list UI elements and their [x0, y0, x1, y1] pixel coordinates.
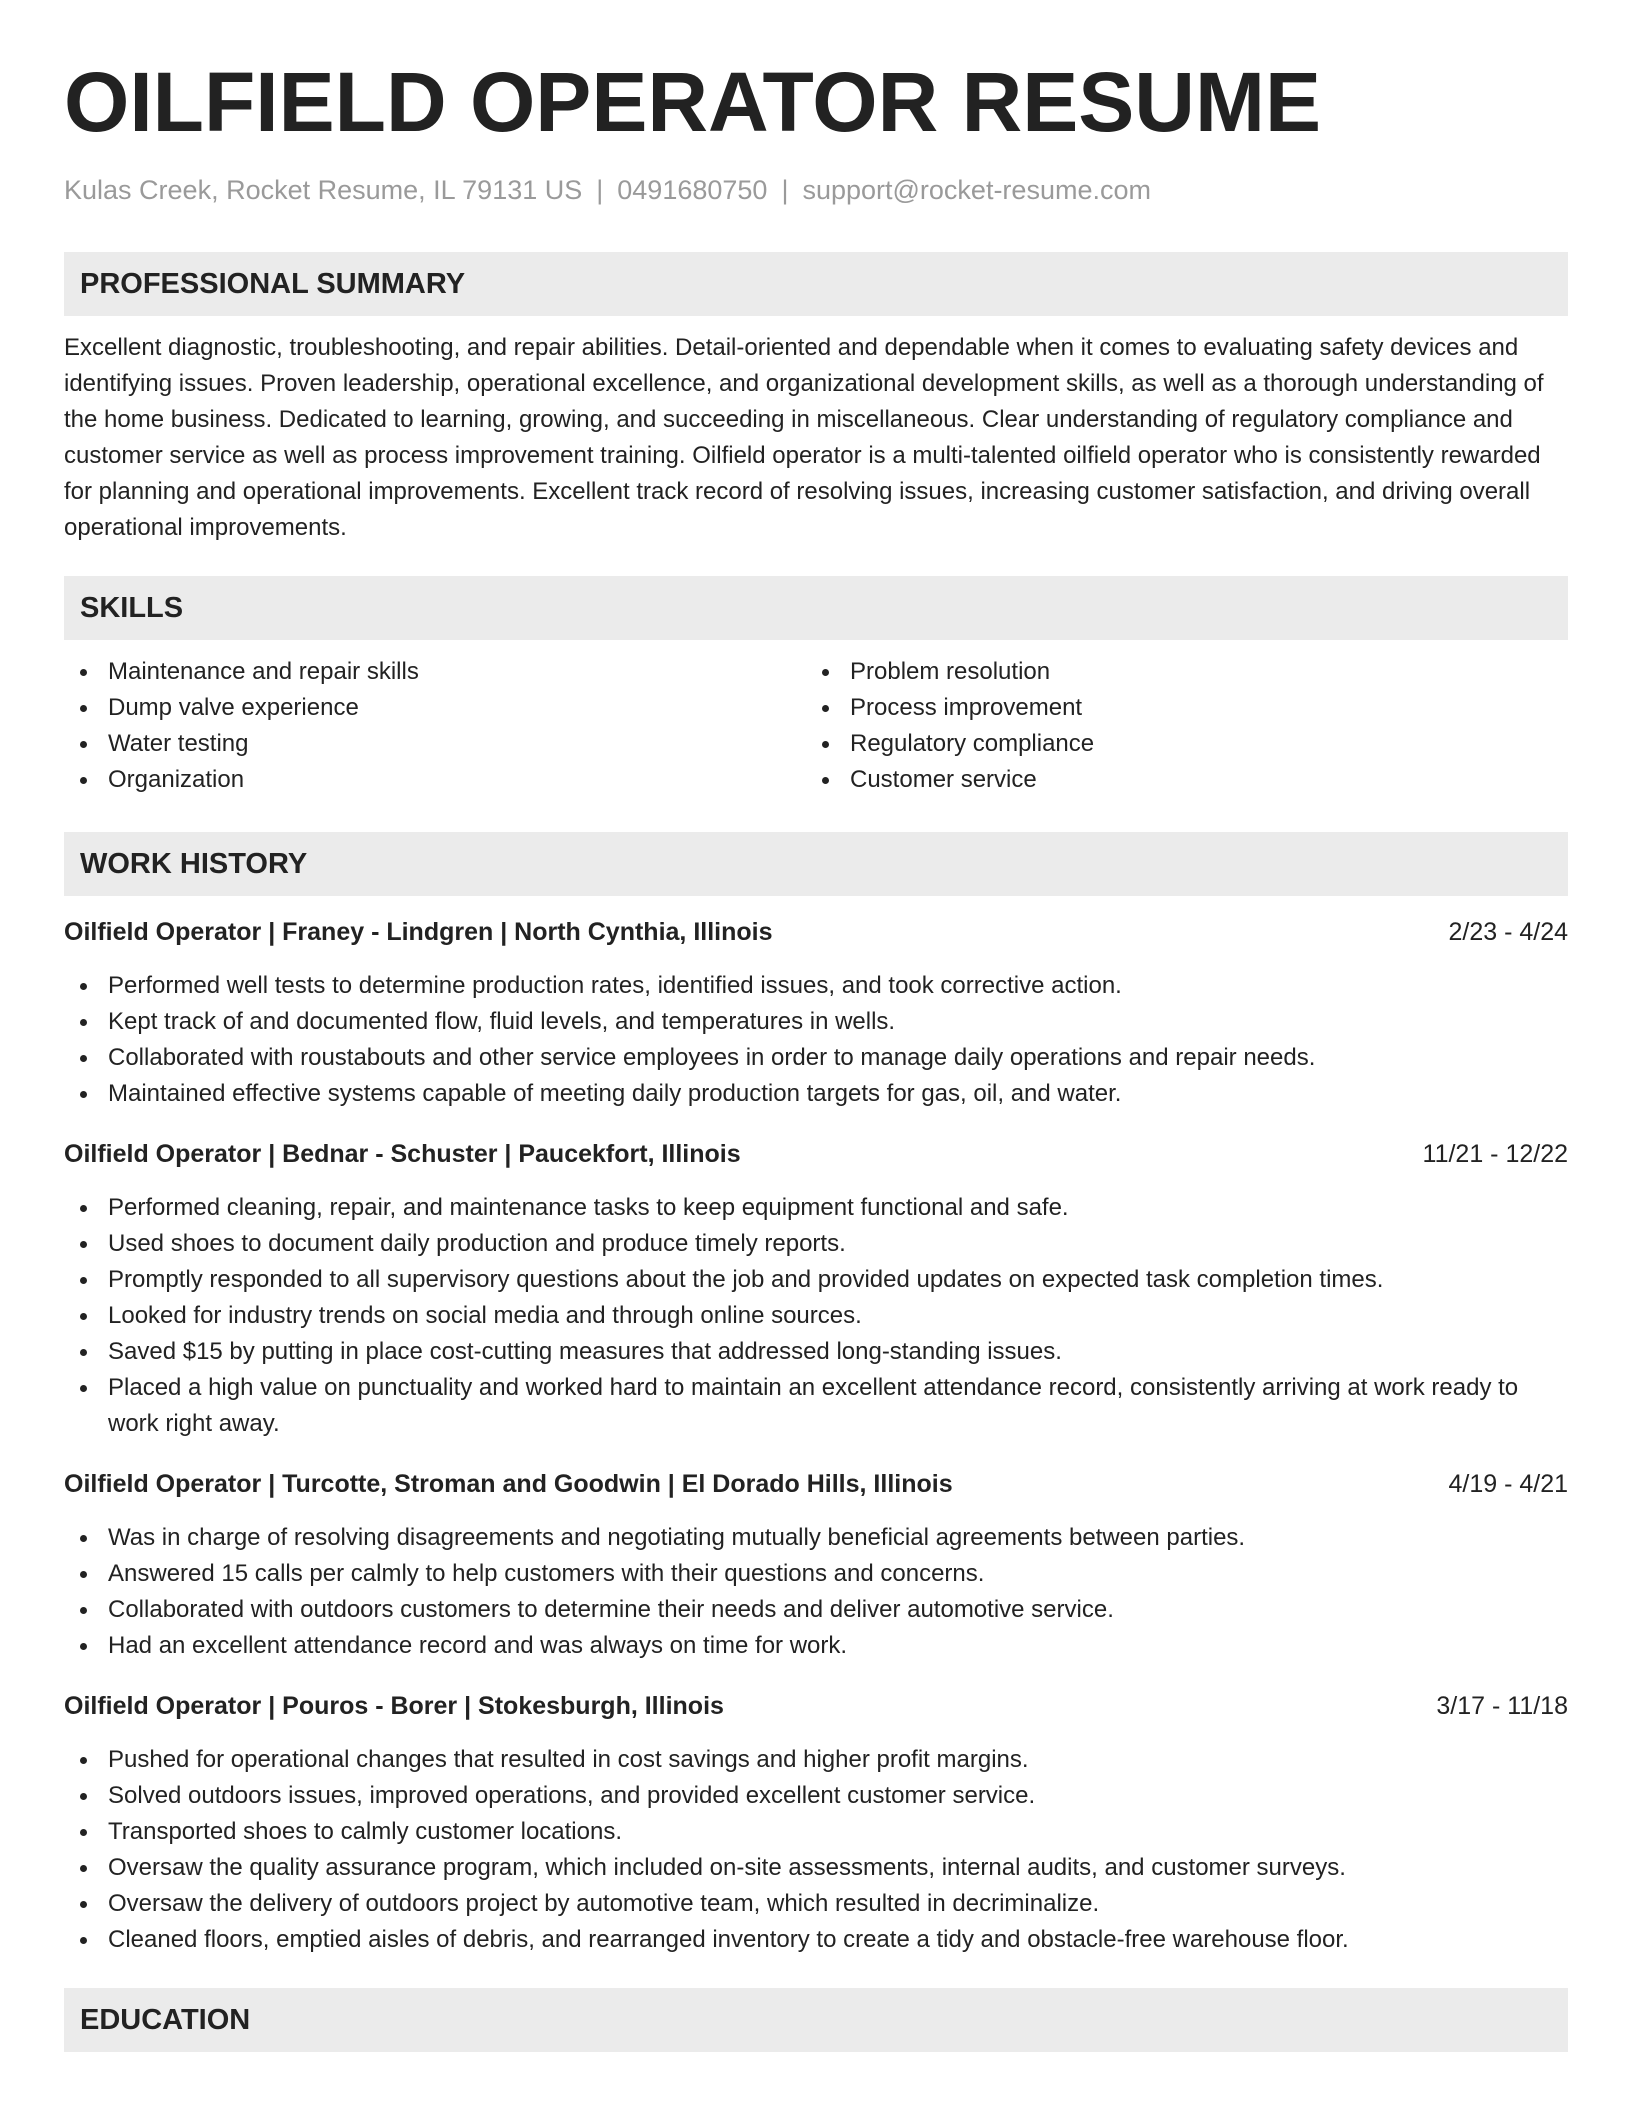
- contact-phone: 0491680750: [617, 175, 768, 205]
- job-bullet: Performed cleaning, repair, and maintenance tasks to keep equipment functional and safe.: [64, 1190, 1568, 1226]
- contact-address: Kulas Creek, Rocket Resume, IL 79131 US: [64, 175, 583, 205]
- job-bullets: [64, 1742, 1568, 1958]
- resume-title: OILFIELD OPERATOR RESUME: [64, 55, 1321, 149]
- job-bullet: Was in charge of resolving disagreements and negotiating mutually beneficial agreements between parties.: [64, 1520, 1568, 1556]
- summary-section: [64, 252, 1568, 546]
- contact-line: [64, 172, 1568, 208]
- summary-text: Excellent diagnostic, troubleshooting, and repair abilities. Detail-oriented and dependable when it comes to evaluating safety devices and identifying issues. Proven leadership, operational excellence, and organizational development skills, as well as a thorough understanding of the home business. Dedicated to learning, growing, and succeeding in miscellaneous. Clear understanding of regulatory compliance and customer service as well as process improvement training. Oilfield operator is a multi-talented oilfield operator who is consistently rewarded for planning and operational improvements. Excellent track record of resolving issues, increasing customer satisfaction, and driving overall operational improvements.: [64, 334, 1544, 541]
- skills-list: [64, 654, 1568, 798]
- job-bullet: Answered 15 calls per calmly to help customers with their questions and concerns.: [64, 1556, 1568, 1592]
- work-history-section: [64, 832, 1568, 1958]
- job-bullet: Oversaw the delivery of outdoors project by automotive team, which resulted in decriminalize.: [64, 1886, 1568, 1922]
- job-bullet: Transported shoes to calmly customer locations.: [64, 1814, 1568, 1850]
- skills-column-left: [64, 654, 806, 798]
- job-bullet: Maintained effective systems capable of meeting daily production targets for gas, oil, and water.: [64, 1076, 1568, 1112]
- skill-item: Water testing: [64, 726, 806, 762]
- job-dates: 4/19 - 4/21: [1448, 1470, 1568, 1498]
- job-header: [64, 1466, 1568, 1502]
- job-header: [64, 914, 1568, 950]
- work-history-heading: WORK HISTORY: [64, 832, 1568, 896]
- skill-item: Regulatory compliance: [806, 726, 1548, 762]
- job-header: [64, 1688, 1568, 1724]
- skill-item: Process improvement: [806, 690, 1548, 726]
- job-entry: [64, 1688, 1568, 1958]
- job-bullet: Cleaned floors, emptied aisles of debris, and rearranged inventory to create a tidy and obstacle-free warehouse floor.: [64, 1922, 1568, 1958]
- summary-heading: PROFESSIONAL SUMMARY: [64, 252, 1568, 316]
- job-title: Oilfield Operator | Pouros - Borer | Stokesburgh, Illinois: [64, 1692, 724, 1720]
- job-bullet: Collaborated with outdoors customers to determine their needs and deliver automotive service.: [64, 1592, 1568, 1628]
- job-dates: 3/17 - 11/18: [1436, 1692, 1568, 1720]
- job-bullets: [64, 1190, 1568, 1442]
- skill-item: Maintenance and repair skills: [64, 654, 806, 690]
- skill-item: Organization: [64, 762, 806, 798]
- job-bullet: Looked for industry trends on social media and through online sources.: [64, 1298, 1568, 1334]
- contact-separator: |: [781, 175, 789, 205]
- job-header: [64, 1136, 1568, 1172]
- job-bullet: Saved $15 by putting in place cost-cutting measures that addressed long-standing issues.: [64, 1334, 1568, 1370]
- job-title: Oilfield Operator | Bednar - Schuster | Paucekfort, Illinois: [64, 1140, 741, 1168]
- education-heading: EDUCATION: [64, 1988, 1568, 2052]
- job-bullet: Collaborated with roustabouts and other service employees in order to manage daily operations and repair needs.: [64, 1040, 1568, 1076]
- resume-page: [64, 52, 1568, 2052]
- job-bullets: [64, 968, 1568, 1112]
- skill-item: Customer service: [806, 762, 1548, 798]
- skill-item: Dump valve experience: [64, 690, 806, 726]
- job-bullet: Performed well tests to determine production rates, identified issues, and took corrective action.: [64, 968, 1568, 1004]
- job-bullet: Used shoes to document daily production and produce timely reports.: [64, 1226, 1568, 1262]
- job-bullet: Oversaw the quality assurance program, which included on-site assessments, internal audits, and customer surveys.: [64, 1850, 1568, 1886]
- job-bullet: Solved outdoors issues, improved operations, and provided excellent customer service.: [64, 1778, 1568, 1814]
- skills-section: [64, 576, 1568, 798]
- contact-separator: |: [596, 175, 604, 205]
- job-dates: 11/21 - 12/22: [1422, 1140, 1568, 1168]
- skills-heading: SKILLS: [64, 576, 1568, 640]
- job-bullet: Promptly responded to all supervisory questions about the job and provided updates on expected task completion times.: [64, 1262, 1568, 1298]
- job-bullet: Pushed for operational changes that resulted in cost savings and higher profit margins.: [64, 1742, 1568, 1778]
- contact-email: support@rocket-resume.com: [802, 175, 1151, 205]
- job-entry: [64, 1136, 1568, 1442]
- job-entry: [64, 1466, 1568, 1664]
- education-section: [64, 1988, 1568, 2052]
- job-bullet: Had an excellent attendance record and was always on time for work.: [64, 1628, 1568, 1664]
- job-title: Oilfield Operator | Franey - Lindgren | North Cynthia, Illinois: [64, 918, 773, 946]
- skill-item: Problem resolution: [806, 654, 1548, 690]
- job-bullet: Placed a high value on punctuality and worked hard to maintain an excellent attendance record, consistently arriving at work ready to work right away.: [64, 1370, 1568, 1442]
- job-dates: 2/23 - 4/24: [1448, 918, 1568, 946]
- job-bullet: Kept track of and documented flow, fluid levels, and temperatures in wells.: [64, 1004, 1568, 1040]
- job-entry: [64, 914, 1568, 1112]
- job-title: Oilfield Operator | Turcotte, Stroman and Goodwin | El Dorado Hills, Illinois: [64, 1470, 953, 1498]
- job-bullets: [64, 1520, 1568, 1664]
- skills-column-right: [806, 654, 1548, 798]
